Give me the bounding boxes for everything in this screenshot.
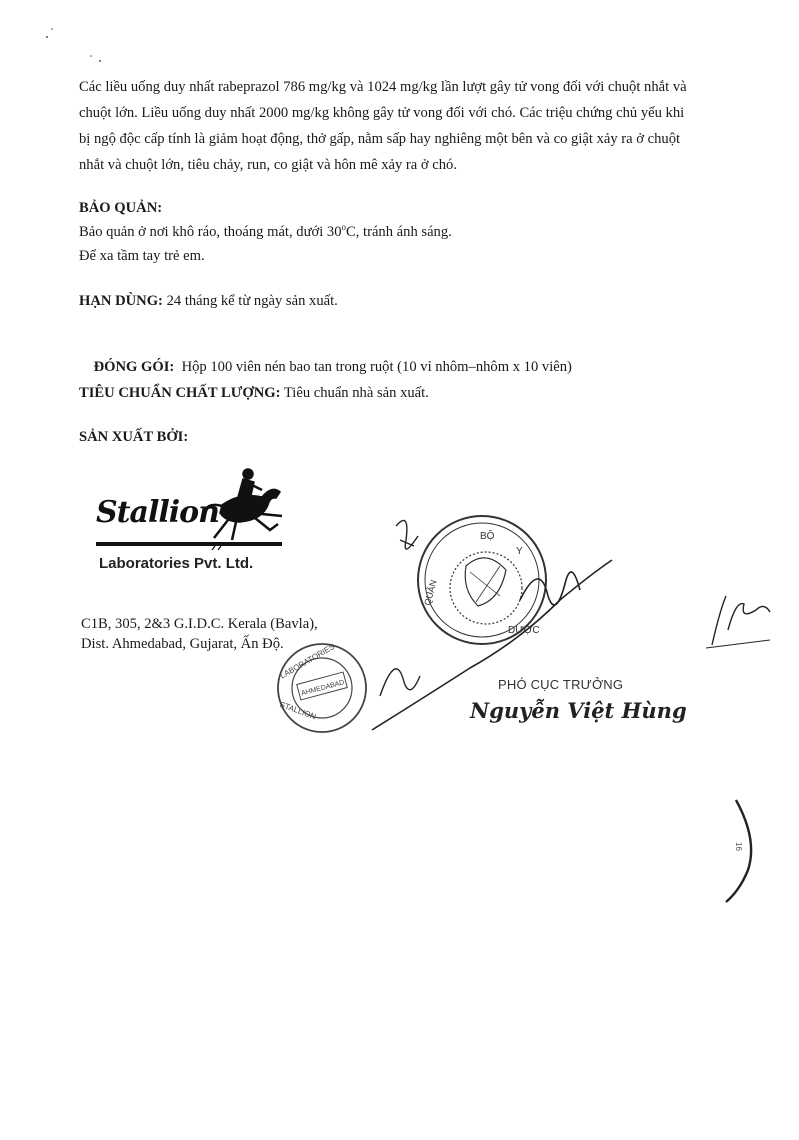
packaging-label: ĐÓNG GÓI: bbox=[93, 359, 175, 375]
company-seal bbox=[278, 641, 366, 732]
svg-text:DƯỢC: DƯỢC bbox=[508, 625, 540, 636]
approval-signer-name: Nguyễn Việt Hùng bbox=[470, 698, 687, 723]
expiry-value: 24 tháng kể từ ngày sản xuất. bbox=[162, 293, 338, 309]
svg-text:Y: Y bbox=[516, 546, 523, 557]
svg-text:QUẢN: QUẢN bbox=[422, 578, 439, 607]
svg-text:AHMEDABAD: AHMEDABAD bbox=[300, 679, 346, 698]
expiry-label: HẠN DÙNG: bbox=[79, 293, 163, 309]
logo-underline bbox=[96, 542, 282, 546]
manufacturer-heading: SẢN XUẤT BỞI: bbox=[79, 429, 189, 445]
toxicity-line-1: Các liều uống duy nhất rabeprazol 786 mg/kg và 1024 mg/kg lần lượt gây tử vong đối với chuột nhắt và bbox=[79, 79, 687, 95]
approval-title: PHÓ CỤC TRƯỞNG bbox=[498, 677, 624, 692]
svg-text:16: 16 bbox=[734, 842, 743, 851]
toxicity-line-4: nhắt và chuột lớn, tiêu chảy, run, co giật và hôn mê xảy ra ở chó. bbox=[79, 157, 457, 173]
stallion-logo-text: Stallion bbox=[96, 495, 219, 530]
svg-text:BỘ: BỘ bbox=[480, 531, 495, 542]
quality-value: Tiêu chuẩn nhà sản xuất. bbox=[280, 385, 429, 401]
degree-sup: o bbox=[341, 222, 346, 233]
svg-text:LABORATORIES: LABORATORIES bbox=[278, 641, 337, 681]
company-name: Laboratories Pvt. Ltd. bbox=[99, 555, 254, 572]
quality-label: TIÊU CHUẨN CHẤT LƯỢNG: bbox=[79, 385, 281, 401]
quality-line bbox=[79, 383, 429, 403]
svg-text:STALLION: STALLION bbox=[278, 699, 318, 722]
toxicity-line-3: bị ngộ độc cấp tính là giảm hoạt động, thở gấp, nằm sấp hay nghiêng một bên và co giật xảy ra ở chuột bbox=[79, 131, 681, 147]
packaging-value: Hộp 100 viên nén bao tan trong ruột (10 vỉ nhôm–nhôm x 10 viên) bbox=[174, 359, 572, 375]
storage-line-2: Để xa tầm tay trẻ em. bbox=[79, 248, 205, 264]
storage-line-1-suffix: C, tránh ánh sáng. bbox=[346, 224, 452, 240]
address-line-2: Dist. Ahmedabad, Gujarat, Ấn Độ. bbox=[81, 636, 284, 652]
storage-heading: BẢO QUẢN: bbox=[79, 200, 163, 216]
toxicity-line-2: chuột lớn. Liều uống duy nhất 2000 mg/kg không gây tử vong đối với chó. Các triệu chứng chủ yếu khi bbox=[79, 105, 685, 121]
expiry-line bbox=[79, 291, 338, 311]
storage-line-1-prefix: Bảo quản ở nơi khô ráo, thoáng mát, dưới 30 bbox=[79, 224, 342, 240]
ministry-seal bbox=[418, 516, 546, 644]
address-line-1: C1B, 305, 2&3 G.I.D.C. Kerala (Bavla), bbox=[81, 616, 318, 632]
storage-line-1 bbox=[79, 222, 452, 242]
